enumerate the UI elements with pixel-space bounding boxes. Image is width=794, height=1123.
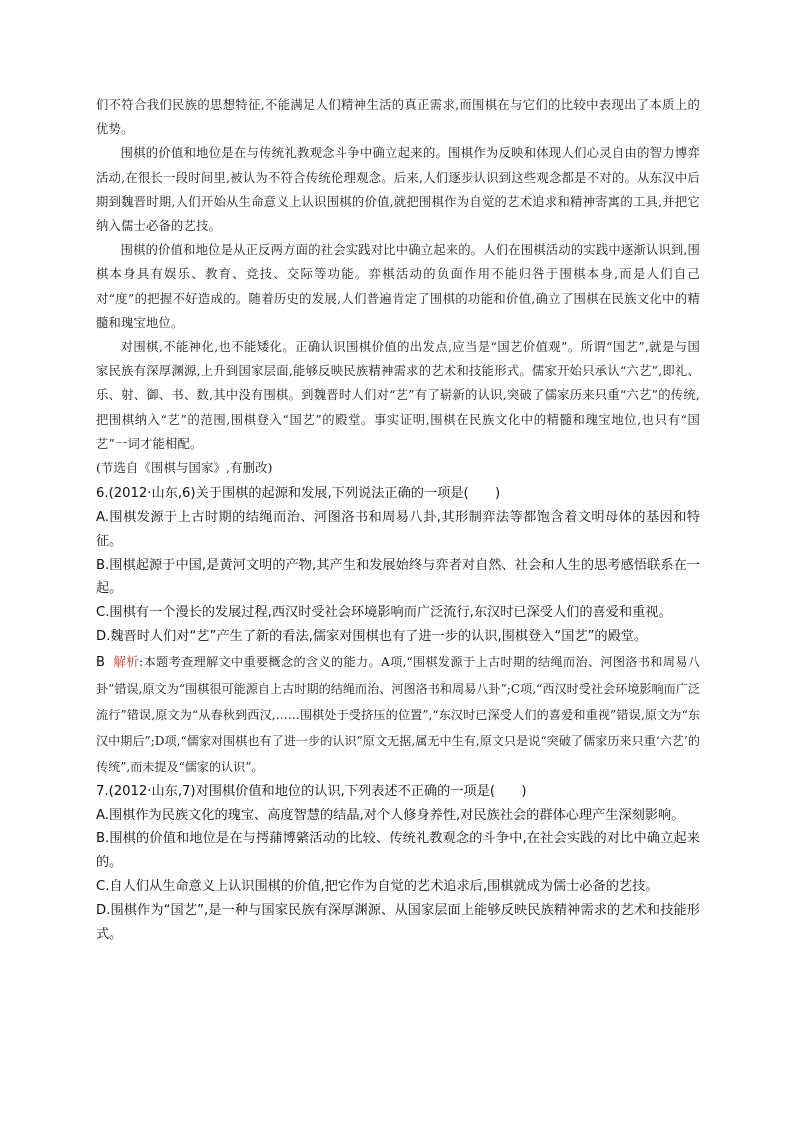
- question-7-option-d: D.围棋作为“国艺”,是一种与国家民族有深厚渊源、从国家层面上能够反映民族精神需求的艺术和技能形式。: [96, 902, 700, 942]
- question-6-option-b: B.围棋起源于中国,是黄河文明的产物,其产生和发展始终与弈者对自然、社会和人生的思考感悟联系在一起。: [96, 557, 700, 597]
- question-6-option-a: A.围棋发源于上古时期的结绳而治、河图洛书和周易八卦,其形制弈法等都饱含着文明母体的基因和特征。: [96, 510, 700, 549]
- document-page: [96, 93, 700, 946]
- question-6-answer: B: [96, 654, 105, 670]
- passage-paragraph-1: 们不符合我们民族的思想特征,不能满足人们精神生活的真正需求,而围棋在与它们的比较中表现出了本质上的优势。: [96, 98, 700, 137]
- passage: [96, 93, 700, 480]
- question-6-analysis: [96, 649, 700, 780]
- question-6-stem: 6.(2012·山东,6)关于围棋的起源和发展,下列说法正确的一项是( ): [96, 486, 501, 502]
- question-7-option-c: C.自人们从生命意义上认识围棋的价值,把它作为自觉的艺术追求后,围棋就成为儒士必备的艺技。: [96, 879, 659, 895]
- question-7: [96, 780, 700, 947]
- question-6: [96, 482, 700, 649]
- passage-paragraph-2: 围棋的价值和地位是在与传统礼教观念斗争中确立起来的。围棋作为反映和体现人们心灵自由的智力博弈活动,在很长一段时间里,被认为不符合传统伦理观念。后来,人们逐步认识到这些观念都是不对的。从东汉中后期到魏晋时期,人们开始从生命意义上认识围棋的价值,就把围棋作为自觉的艺术追求和精神寄寓的工具,并把它纳入儒士必备的艺技。: [96, 146, 700, 234]
- question-7-option-b: B.围棋的价值和地位是在与摴蒱博綮活动的比较、传统礼教观念的斗争中,在社会实践的对比中确立起来的。: [96, 831, 700, 871]
- passage-paragraph-3: 围棋的价值和地位是从正反两方面的社会实践对比中确立起来的。人们在围棋活动的实践中逐渐认识到,围棋本身具有娱乐、教育、竞技、交际等功能。弈棋活动的负面作用不能归咎于围棋本身,而是人们自己对“度”的把握不好造成的。随着历史的发展,人们普遍肯定了围棋的功能和价值,确立了围棋在民族文化中的精髓和瑰宝地位。: [96, 243, 700, 330]
- question-7-stem: 7.(2012·山东,7)对围棋价值和地位的认识,下列表述不正确的一项是( ): [96, 783, 527, 799]
- analysis-text: :本题考查理解文中重要概念的含义的能力。A项,“围棋发源于上古时期的结绳而治、河图洛书和周易八卦”错误,原文为“围棋很可能源自上古时期的结绳而治、河图洛书和周易八卦”;C项,“西汉时受社会环境影响而广泛流行”错误,原文为“从春秋到西汉,……围棋处于受挤压的位置”,“东汉时已深受人们的喜爱和重视”错误,原文为“东汉中期后”;D项,“儒家对围棋也有了进一步的认识”原文无据,属无中生有,原文只是说“突破了儒家历来只重‘六艺’的传统”,而未提及“儒家的认识”。: [96, 654, 700, 774]
- passage-source: (节选自《围棋与国家》,有删改): [96, 461, 273, 476]
- passage-paragraph-4: 对围棋,不能神化,也不能矮化。正确认识围棋价值的出发点,应当是“国艺价值观”。所谓“国艺”,就是与国家民族有深厚渊源,上升到国家层面,能够反映民族精神需求的艺术和技能形式。儒家开始只承认“六艺”,即礼、乐、射、御、书、数,其中没有围棋。到魏晋时人们对“艺”有了崭新的认识,突破了儒家历来只重“六艺”的传统,把围棋纳入“艺”的范围,围棋登入“国艺”的殿堂。事实证明,围棋在民族文化中的精髓和瑰宝地位,也只有“国艺”一词才能相配。: [96, 340, 700, 451]
- question-6-option-d: D.魏晋时人们对“艺”产生了新的看法,儒家对围棋也有了进一步的认识,围棋登入“国艺”的殿堂。: [96, 629, 648, 645]
- analysis-label: 解析: [112, 653, 140, 669]
- question-6-option-c: C.围棋有一个漫长的发展过程,西汉时受社会环境影响而广泛流行,东汉时已深受人们的喜爱和重视。: [96, 605, 672, 621]
- question-7-option-a: A.围棋作为民族文化的瑰宝、高度智慧的结晶,对个人修身养性,对民族社会的群体心理产生深刻影响。: [96, 807, 685, 823]
